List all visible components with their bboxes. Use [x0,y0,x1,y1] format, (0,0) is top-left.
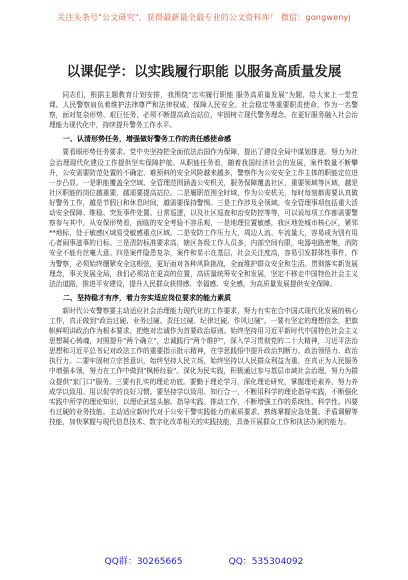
section-heading-1: 一、认清形势任务，增强做好警务工作的责任感使命感 [63,135,231,144]
section-paragraph-1: 要看眼形势任务要求。党中央坚持把全面依法治国作为保障，提出了建设全局中谋划推进。努力为社会治理现代化建设工作提供坚实保障护航。从职能任务看，随着我国经济社会的发展，案件数量不断攀升，公安需要防范处置的不确定、难预料的安全风险越来越多，警察作为公安安全工作主体的职能定位进一步凸显。一是职能覆盖全空域、全管理范围涵盖公安机关，服务保障覆盖社区，重要领域等区域，越是社区职能的岗位越重要，越需要提高站位。二是履职范围全时域，作为公安机关，每时每刻都需要认真做好警务工作，越是节假日和休息时间，越需要保持警惕。三是工作涉及全领域。安全管理事项包括重大活动安全保障、维稳、突发事件处置、日常巡逻，以及社区巡查和治安防控等等，可以说每项工作都需要警察参与其中，从安保形势看，面临的安全考验不容乐观，一是地理位置敏感，我区地处城市核心区，紧邻**地标，处于敏感区域易受敏感重点区域。二是安防工作压力大，周边人流、车流量大，容易成为别有用心者闹事滋事的目标。三是清防标准要求高，辖区各级工作人员多，内部空间有限，电器电路密集，消防安全不能有丝毫大意。四是案件隐患复杂，案件和显示在基层，社会关注度高，容易引发群体性事件，作为警察，必须始终绷紧安全这根弦，更好面对各种风险挑战，全面维护群众安全和生活。贯彻落实新发展理念，事关发展全局，我们必须站在更高的位置，高质量统筹安全和发展，坚定不移走中国特色社会主义法治道路，推进平安建设，提升人民群众获得感、幸福感、安全感，为高质量发展提供安全保障。 [49,148,358,288]
page-title: 以课促学：以实践履行职能 以服务高质量发展 [66,64,342,80]
document-body [49,90,358,427]
intro-paragraph: 同志们，根据主题教育计划安排，我围绕"忠实履行职能 服务高质量发展"为题，给大家上一堂党课。人民警察肩负着维护法律尊严和法律权威、保障人民安全、社会稳定等重要职责使命，作为一名警察，面对复杂形势、艰巨任务，必须不断提高政治站位，牢固树立现代警务理念，在更好服务融入社会治理能力现代化中，持续提升警务工作水平。 [49,91,358,130]
footer [0,554,408,567]
footer-qq: QQ：535304092 [228,557,304,567]
top-banner: 关注头条号"公文研究"，获得最新最全最专业的公文资料库！ 微信：gongwenyj [57,13,351,22]
footer-qq-group: QQ群：30265665 [104,557,183,567]
section-heading-2: 二、坚持稳才有序，着力夯实适应岗位要求的能力素质 [63,293,231,302]
section-paragraph-2: 新时代公安警察要主动适应社会治理能力现代化的工作要求，努力有实在合中国式现代化发展的核心工作，真正做到"政治过硬、业务过硬、责任过硬、纪律过硬、作风过硬"。一要有坚定的理想信念，把旗帜鲜明讲政治作为根本要求，把绝对忠诚作为首要政治原则。始终坚持用习近平新时代中国特色社会主义思想凝心铸魂，对照提升"两个确立"，忠诚践行"两个维护"，深入学习贯彻党的二十大精神，习近平法治思想和习近平总书记对政法工作的重要指示批示精神，在学思践悟中提升政治判断力、政治领悟力、政治执行力。二要牢固树立宗旨意识，始终坚持人民立场，始终坚持以人民群众利益为重，在真正为人民服务中增强本领，努力在工作中做到"枫桥经验"。深化为民实践，积极通过参与基层市域社会治理，努力为群众提供"家门口"服务。三要有扎实的理论功底。要勤于理论学习，深化理论研究，掌握理论素养，努力养成学以致用、用以促学的良好习惯。要坚持学以致用、知行合一，不断用科学的理论指导实践，不断强化实践中所学的理论知识，以理论武装头脑、指导实践、推动工作，不断增强工作的系统性、科学性。四要有过硬的业务技能。主动适应新时代对于公安干警实践能力的素质要求，熟练掌握应急处置、矛盾调解等技能，加快掌握与现代信息技术、数字化改革相关的实践技能，具备开展群众工作和执法办案的能力。 [49,306,358,426]
